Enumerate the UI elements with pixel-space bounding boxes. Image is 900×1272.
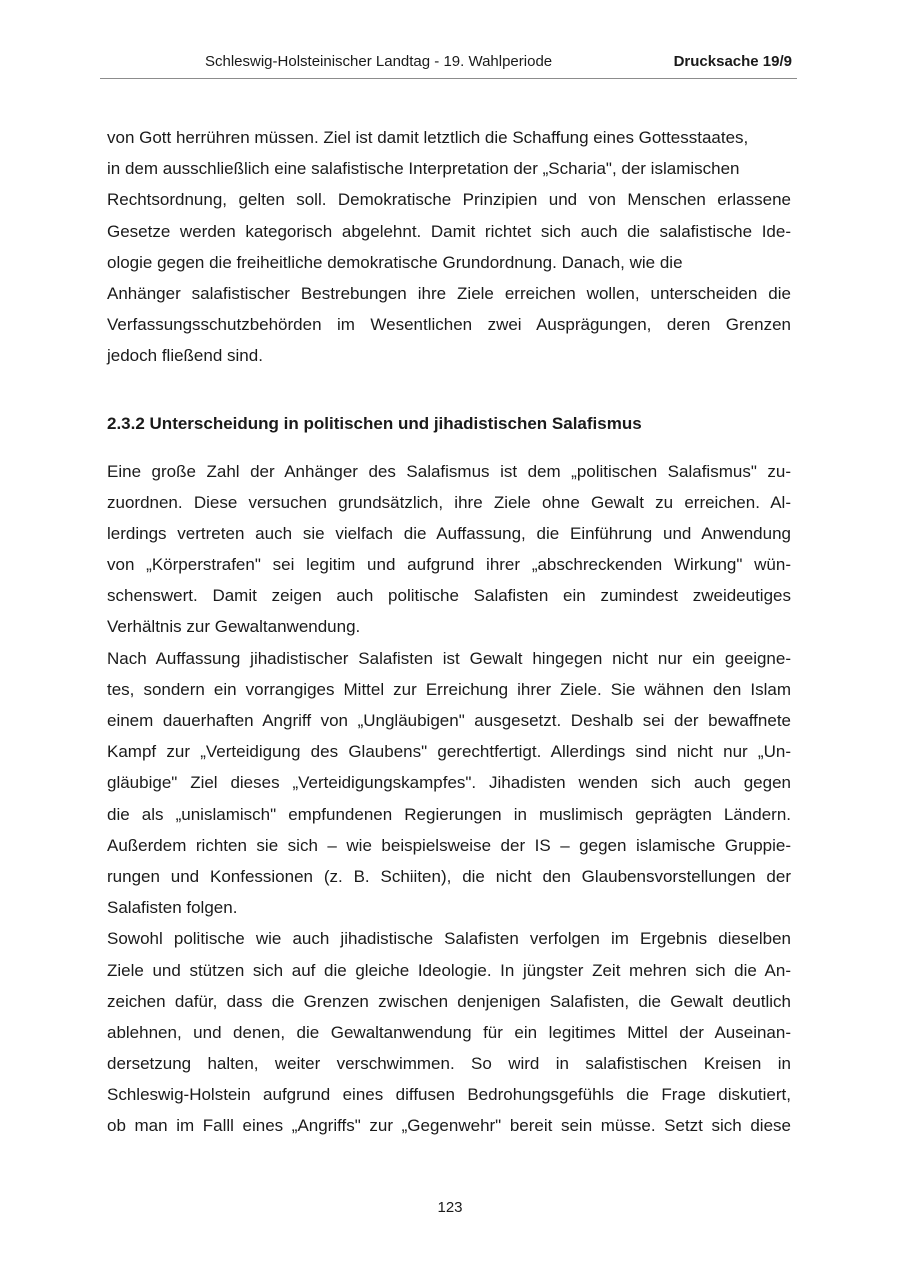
text-line: in dem ausschließlich eine salafistische Interpretation der „Scharia", der islamischen: [107, 159, 740, 179]
paragraph-3: [107, 643, 791, 924]
text-line: die als „unislamisch" empfundenen Regierungen in muslimisch geprägten Ländern.: [107, 804, 791, 824]
text-line: zuordnen. Diese versuchen grundsätzlich, ihre Ziele ohne Gewalt zu erreichen. Al-: [107, 492, 791, 512]
page-header: [100, 52, 797, 79]
text-line: Kampf zur „Verteidigung des Glaubens" gerechtfertigt. Allerdings sind nicht nur „Un-: [107, 742, 791, 762]
text-line: dersetzung halten, weiter verschwimmen. So wird in salafistischen Kreisen in: [107, 1054, 791, 1074]
text-line: ob man im Falll eines „Angriffs" zur „Gegenwehr" bereit sein müsse. Setzt sich diese: [107, 1116, 791, 1136]
section-heading: 2.3.2 Unterscheidung in politischen und jihadistischen Salafismus: [107, 413, 642, 433]
paragraph-2: [107, 456, 791, 643]
text-line: von Gott herrühren müssen. Ziel ist damit letztlich die Schaffung eines Gottesstaates,: [107, 128, 749, 147]
text-line: lerdings vertreten auch sie vielfach die Auffassung, die Einführung und Anwendung: [107, 523, 791, 543]
text-line: zeichen dafür, dass die Grenzen zwischen denjenigen Salafisten, die Gewalt deutlich: [107, 991, 791, 1011]
text-line: Ziele und stützen sich auf die gleiche Ideologie. In jüngster Zeit mehren sich die An-: [107, 960, 791, 980]
paragraph-1: [107, 122, 791, 372]
text-line: Verfassungsschutzbehörden im Wesentlichen zwei Ausprägungen, deren Grenzen: [107, 315, 791, 335]
text-line: rungen und Konfessionen (z. B. Schiiten), die nicht den Glaubensvorstellungen der: [107, 866, 791, 886]
text-line: Rechtsordnung, gelten soll. Demokratische Prinzipien und von Menschen erlassene: [107, 190, 791, 210]
page-number: 123: [437, 1199, 463, 1216]
text-line: Sowohl politische wie auch jihadistische Salafisten verfolgen im Ergebnis dieselben: [107, 929, 791, 949]
text-line: Schleswig-Holstein aufgrund eines diffusen Bedrohungsgefühls die Frage diskutiert,: [107, 1085, 791, 1105]
paragraph-4: [107, 923, 791, 1141]
text-line: einem dauerhaften Angriff von „Ungläubigen" ausgesetzt. Deshalb sei der bewaffnete: [107, 711, 791, 730]
header-title: Schleswig-Holsteinischer Landtag - 19. Wahlperiode: [205, 53, 553, 70]
text-line: Eine große Zahl der Anhänger des Salafismus ist dem „politischen Salafismus" zu-: [107, 461, 791, 481]
text-line: Gesetze werden kategorisch abgelehnt. Damit richtet sich auch die salafistische Ide-: [107, 221, 791, 241]
header-document-reference: Drucksache 19/9: [673, 53, 792, 70]
text-line: tes, sondern ein vorrangiges Mittel zur Erreichung ihrer Ziele. Sie wähnen den Islam: [107, 679, 791, 699]
text-line: von „Körperstrafen" sei legitim und aufgrund ihrer „abschreckenden Wirkung" wün-: [107, 555, 791, 575]
text-line: ablehnen, und denen, die Gewaltanwendung für ein legitimes Mittel der Auseinan-: [107, 1022, 791, 1042]
text-line: Salafisten folgen.: [107, 898, 238, 918]
text-line: jedoch fließend sind.: [107, 346, 263, 366]
text-line: schenswert. Damit zeigen auch politische Salafisten ein zumindest zweideutiges: [107, 586, 791, 606]
text-line: Verhältnis zur Gewaltanwendung.: [107, 617, 361, 637]
text-line: Außerdem richten sie sich – wie beispielsweise der IS – gegen islamische Gruppie-: [107, 835, 791, 855]
text-line: Nach Auffassung jihadistischer Salafisten ist Gewalt hingegen nicht nur ein geeigne-: [107, 648, 791, 668]
text-line: Anhänger salafistischer Bestrebungen ihre Ziele erreichen wollen, unterscheiden die: [107, 283, 791, 303]
text-line: ologie gegen die freiheitliche demokratische Grundordnung. Danach, wie die: [107, 252, 683, 272]
body-text: [107, 122, 791, 1142]
text-line: gläubige" Ziel dieses „Verteidigungskampfes". Jihadisten wenden sich auch gegen: [107, 773, 791, 793]
